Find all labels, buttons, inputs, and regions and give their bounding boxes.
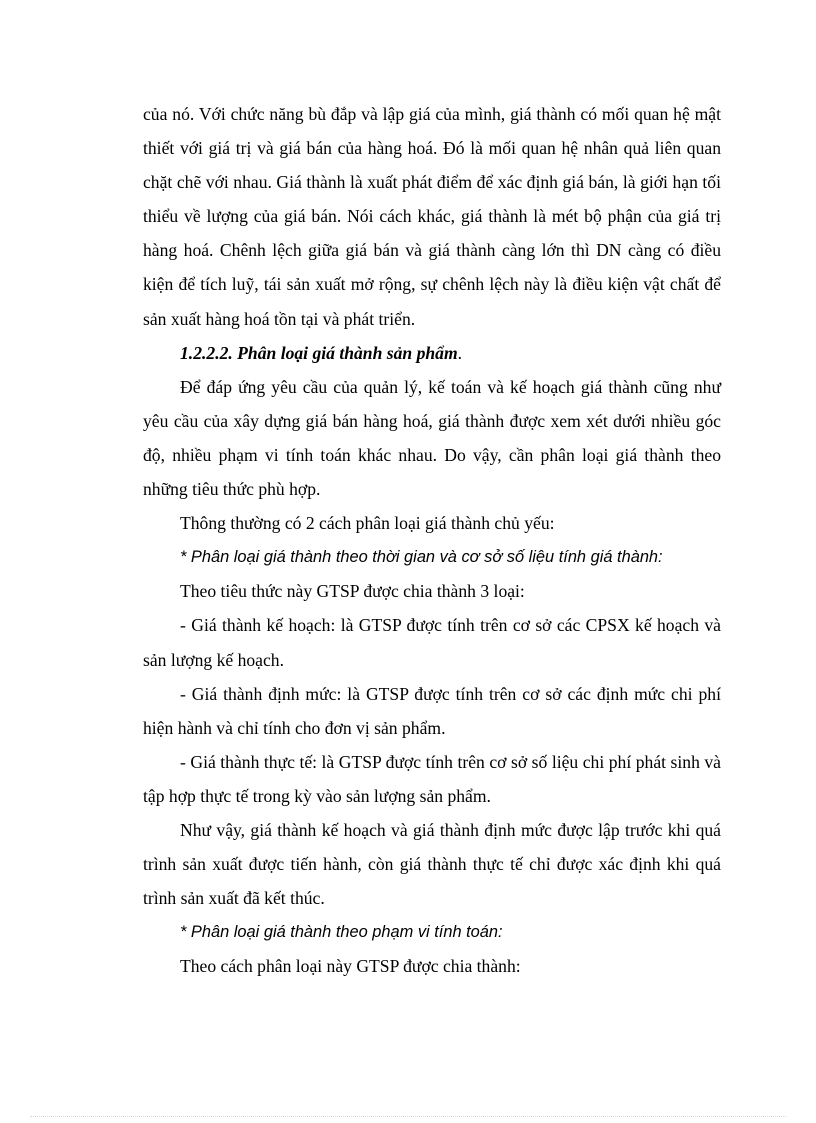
paragraph-scope-intro: Theo cách phân loại này GTSP được chia thành:: [180, 956, 521, 977]
section-heading-period: .: [457, 342, 463, 363]
subheading-by-scope: * Phân loại giá thành theo phạm vi tính toán:: [180, 923, 503, 942]
subheading-by-time: * Phân loại giá thành theo thời gian và cơ sở số liệu tính giá thành:: [180, 548, 663, 567]
paragraph-two-methods: Thông thường có 2 cách phân loại giá thành chủ yếu:: [180, 513, 555, 534]
page-bottom-divider: [30, 1116, 786, 1117]
paragraph-classification-intro: Để đáp ứng yêu cầu của quản lý, kế toán và kế hoạch giá thành cũng như yêu cầu của xây dựng giá bán hàng hoá, giá thành được xem xét dưới nhiều góc độ, nhiều phạm vi tính toán khác nhau. Do vậy, cần phân loại giá thành theo những tiêu thức phù hợp.: [143, 376, 721, 500]
list-item-standard-cost: - Giá thành định mức: là GTSP được tính trên cơ sở các định mức chi phí hiện hành và chỉ tính cho đơn vị sản phẩm.: [143, 683, 721, 738]
document-body: [143, 97, 721, 983]
list-item-actual-cost: - Giá thành thực tế: là GTSP được tính trên cơ sở số liệu chi phí phát sinh và tập hợp thực tế trong kỳ vào sản lượng sản phẩm.: [143, 751, 721, 806]
list-item-planned-cost: - Giá thành kế hoạch: là GTSP được tính trên cơ sở các CPSX kế hoạch và sản lượng kế hoạch.: [143, 615, 721, 670]
section-heading-text: 1.2.2.2. Phân loại giá thành sản phẩm: [180, 342, 458, 363]
paragraph-summary: Như vậy, giá thành kế hoạch và giá thành định mức được lập trước khi quá trình sản xuất được tiến hành, còn giá thành thực tế chỉ được xác định khi quá trình sản xuất đã kết thúc.: [143, 819, 721, 909]
paragraph-price-relationship: của nó. Với chức năng bù đắp và lập giá của mình, giá thành có mối quan hệ mật thiết với giá trị và giá bán của hàng hoá. Đó là mối quan hệ nhân quả liên quan chặt chẽ với nhau. Giá thành là xuất phát điểm để xác định giá bán, là giới hạn tối thiểu về lượng của giá bán. Nói cách khác, giá thành là mét bộ phận của giá trị hàng hoá. Chênh lệch giữa giá bán và giá thành càng lớn thì DN càng có điều kiện để tích luỹ, tái sản xuất mở rộng, sự chênh lệch này là điều kiện vật chất để sản xuất hàng hoá tồn tại và phát triển.: [143, 104, 721, 329]
section-heading: [143, 336, 721, 370]
paragraph-three-types: Theo tiêu thức này GTSP được chia thành 3 loại:: [180, 581, 525, 602]
